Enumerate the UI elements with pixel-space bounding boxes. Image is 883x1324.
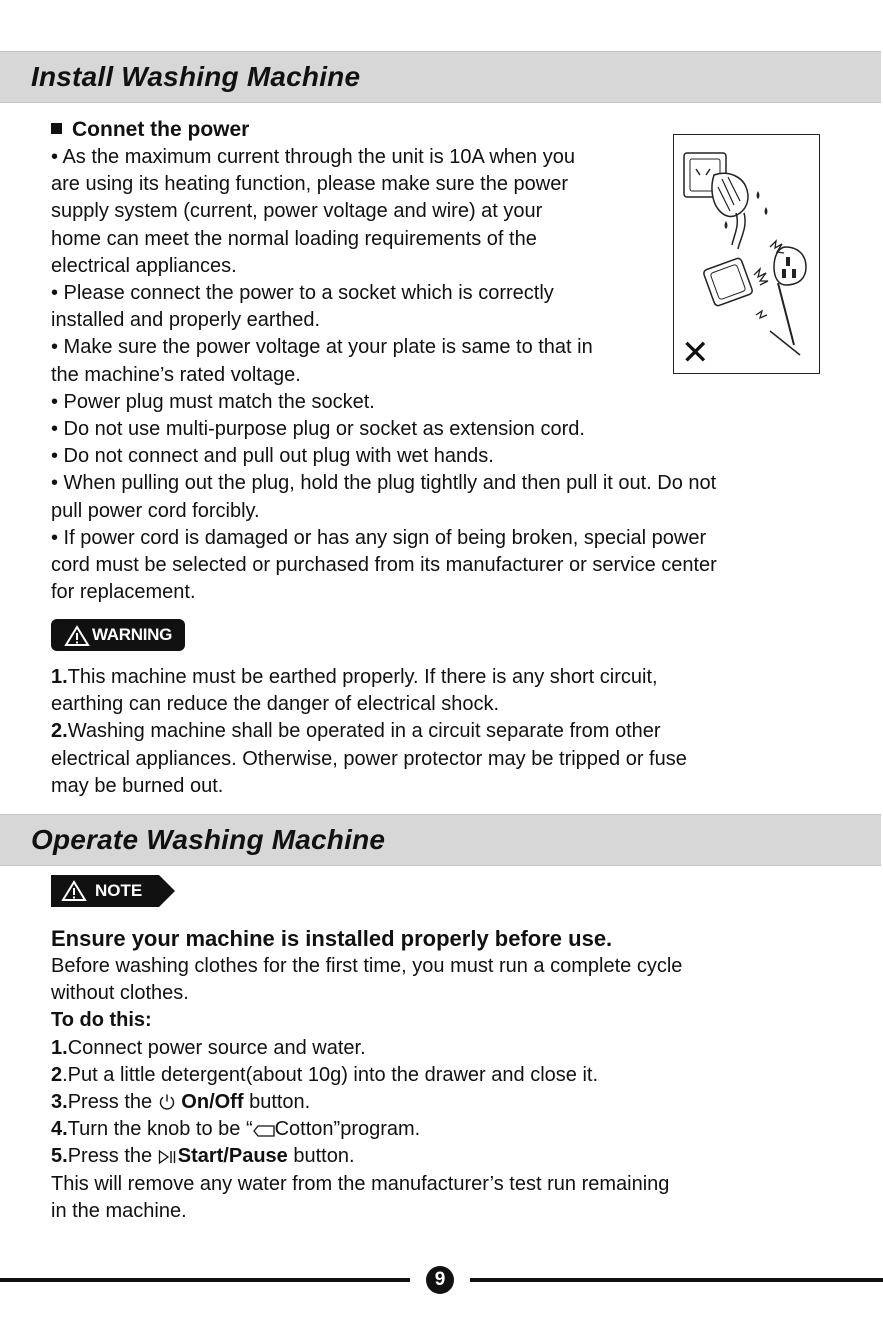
body-line: • Do not use multi-purpose plug or socket as extension cord.	[51, 418, 585, 441]
warning-item-text: electrical appliances. Otherwise, power protector may be tripped or fuse	[51, 747, 687, 770]
todo-label: To do this:	[51, 1009, 152, 1032]
step-text: Connect power source and water.	[67, 1036, 366, 1059]
warning-item	[51, 691, 687, 718]
warning-triangle-icon	[61, 880, 87, 902]
step-text: Press the	[67, 1091, 158, 1114]
body-line: home can meet the normal loading requirements of the	[51, 227, 537, 250]
step-1	[51, 1035, 682, 1062]
step-2	[51, 1062, 682, 1089]
note-arrow-icon	[159, 875, 175, 907]
footer-rule-left	[0, 1278, 410, 1282]
bullet-square-icon	[51, 123, 62, 134]
power-icon	[158, 1093, 176, 1111]
operate-section-header	[0, 814, 881, 866]
body-line: supply system (current, power voltage and wire) at your	[51, 200, 543, 223]
body-line: pull power cord forcibly.	[51, 499, 260, 522]
body-line: • Do not connect and pull out plug with wet hands.	[51, 445, 494, 468]
step-number: 3.	[51, 1091, 68, 1114]
warning-badge	[51, 619, 185, 651]
note-label: NOTE	[95, 881, 143, 900]
page-number: 9	[426, 1266, 454, 1294]
warning-items	[51, 664, 687, 800]
note-badge	[51, 875, 159, 907]
intro-line: Before washing clothes for the first time, you must run a complete cycle	[51, 955, 683, 977]
warning-item	[51, 664, 687, 691]
warning-item	[51, 718, 687, 745]
operate-heading: Ensure your machine is installed properly before use.	[51, 926, 613, 951]
body-line: installed and properly earthed.	[51, 309, 321, 332]
step-5	[51, 1143, 682, 1170]
warning-item-text: This machine must be earthed properly. If there is any short circuit,	[67, 666, 658, 688]
warning-item	[51, 746, 687, 773]
warning-item	[51, 773, 687, 800]
step-number: 2	[51, 1063, 63, 1086]
step-number: 1.	[51, 1036, 68, 1059]
step-text: button.	[287, 1145, 355, 1168]
on-off-label: On/Off	[181, 1091, 244, 1114]
operate-body	[51, 924, 682, 1225]
connect-power-subhead	[51, 116, 249, 143]
install-body-text	[51, 144, 717, 606]
cotton-program-icon	[253, 1124, 275, 1138]
subhead-text: Connet the power	[72, 118, 250, 141]
step-3	[51, 1089, 682, 1116]
step-text: Press the	[67, 1145, 158, 1168]
outro-line: in the machine.	[51, 1199, 187, 1222]
step-number: 5.	[51, 1145, 68, 1168]
prohibited-x-icon: ✕	[681, 334, 710, 372]
warning-item-text: may be burned out.	[51, 774, 224, 797]
body-line: • As the maximum current through the unit is 10A when you	[51, 146, 575, 168]
body-line: are using its heating function, please make sure the power	[51, 173, 568, 196]
outro-line: This will remove any water from the manufacturer’s test run remaining	[51, 1172, 670, 1195]
body-line: • Power plug must match the socket.	[51, 390, 375, 413]
body-line: cord must be selected or purchased from its manufacturer or service center	[51, 554, 717, 577]
body-line: for replacement.	[51, 581, 196, 604]
warning-triangle-icon	[64, 625, 90, 647]
step-number: 4.	[51, 1118, 68, 1141]
warning-item-text: earthing can reduce the danger of electrical shock.	[51, 693, 500, 716]
body-line: • When pulling out the plug, hold the plug tightlly and then pull it out. Do not	[51, 472, 717, 495]
body-line: electrical appliances.	[51, 254, 237, 277]
body-line: the machine’s rated voltage.	[51, 363, 301, 386]
warning-label: WARNING	[91, 625, 173, 644]
step-text: button.	[243, 1091, 311, 1114]
warning-item-number: 2.	[51, 720, 68, 743]
warning-item-text: Washing machine shall be operated in a circuit separate from other	[67, 720, 661, 743]
step-text: Turn the knob to be “	[67, 1118, 253, 1141]
warning-item-number: 1.	[51, 666, 68, 688]
intro-line: without clothes.	[51, 982, 189, 1005]
install-section-header	[0, 51, 881, 103]
body-line: • If power cord is damaged or has any sign of being broken, special power	[51, 526, 707, 549]
step-4	[51, 1116, 682, 1143]
install-section-title: Install Washing Machine	[31, 61, 361, 92]
footer-rule-right	[470, 1278, 883, 1282]
body-line: • Please connect the power to a socket which is correctly	[51, 282, 554, 305]
step-text: Cotton”program.	[274, 1118, 421, 1141]
body-line: • Make sure the power voltage at your plate is same to that in	[51, 336, 593, 359]
start-pause-label: Start/Pause	[177, 1145, 288, 1168]
operate-section-title: Operate Washing Machine	[31, 824, 386, 855]
start-pause-icon	[158, 1149, 178, 1165]
step-text: .Put a little detergent(about 10g) into the drawer and close it.	[62, 1063, 599, 1086]
